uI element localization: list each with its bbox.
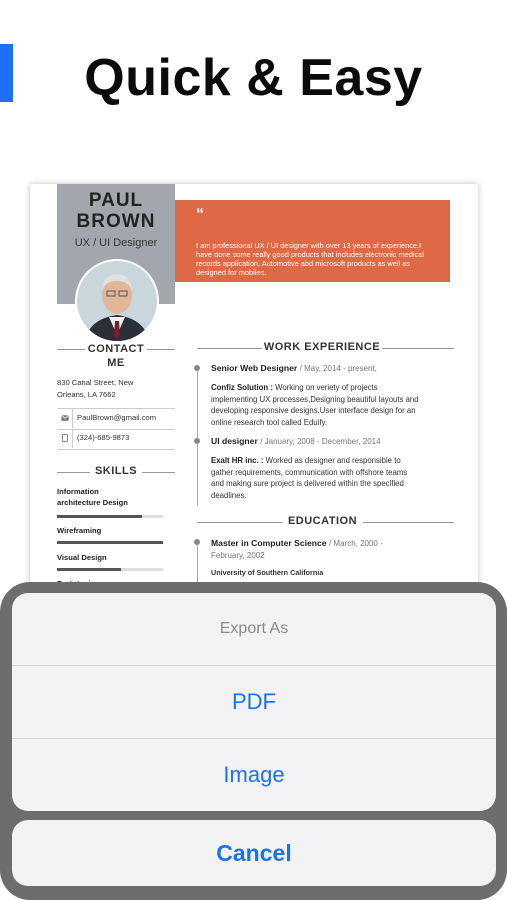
job-description	[211, 455, 454, 501]
job-company: Exalt HR inc. :	[211, 456, 264, 465]
contact-address	[57, 377, 133, 401]
education-heading: EDUCATION	[287, 515, 358, 527]
skill-bar-fill	[57, 515, 142, 518]
divider	[72, 409, 73, 428]
skill-label-line: architecture Design	[57, 498, 128, 507]
export-pdf-button[interactable]: PDF	[232, 689, 276, 714]
skill-label-line: Information	[57, 487, 99, 496]
job-desc-line: implementing UX processes,Designing beautiful layouts and	[211, 394, 419, 404]
skill-label	[57, 486, 175, 508]
job-title-text: UI designer	[211, 436, 258, 446]
skill-label: Visual Design	[57, 553, 107, 562]
job-desc-line: online research tool called Eduify.	[211, 417, 328, 427]
mail-icon	[61, 414, 69, 422]
page-headline: Quick & Easy	[84, 49, 423, 107]
summary-box	[175, 200, 450, 282]
timeline-dot	[194, 539, 200, 545]
quote-icon: “	[196, 206, 204, 223]
divider	[363, 522, 454, 523]
divider	[197, 522, 282, 523]
divider	[197, 348, 262, 349]
contact-heading-line-1: CONTACT	[87, 343, 145, 355]
job-title	[211, 436, 381, 446]
job-desc-line: Worked as designer and responsible to	[265, 456, 401, 465]
contact-email: PaulBrown@gmail.com	[77, 413, 157, 422]
resume-first-name: PAUL	[88, 190, 144, 211]
divider	[382, 348, 454, 349]
skills-heading: SKILLS	[94, 465, 138, 477]
contact-phone: (324)-685-9873	[77, 433, 130, 442]
action-sheet-title: Export As	[219, 620, 289, 637]
phone-icon	[61, 434, 69, 442]
summary-text: I am professional UX / UI designer with over 13 years of experience.I have done some really good products that includes electronic medical records application, Automotive abd microsoft products as well as designed for mobiles.	[196, 241, 425, 277]
education-date-line-2: February, 2002	[211, 551, 265, 560]
contact-phone-row	[57, 429, 175, 450]
education-school: University of Southern California	[211, 568, 324, 577]
timeline-dot	[194, 365, 200, 371]
job-desc-line: and making sure project is delivered within the specified	[211, 479, 404, 489]
education-title	[211, 537, 454, 562]
job-desc-line: developing responsive designs.User interface design for an	[211, 406, 416, 416]
timeline-line	[197, 366, 198, 506]
education-title-text: Master in Computer Science	[211, 538, 327, 548]
contact-heading	[57, 342, 175, 370]
timeline-dot	[194, 438, 200, 444]
job-company: Confiz Solution :	[211, 383, 273, 392]
job-date: / January, 2008 - December, 2014	[260, 437, 381, 446]
resume-preview	[30, 184, 478, 644]
export-image-button[interactable]: Image	[223, 762, 285, 787]
job-title	[211, 363, 377, 373]
skill-bar-fill	[57, 568, 121, 571]
profile-photo	[75, 259, 159, 343]
job-desc-line: gather requirements, communication with offshore teams	[211, 467, 408, 477]
divider	[72, 429, 73, 448]
education-date: / March, 2000 -	[328, 539, 383, 548]
address-line-2: Orleans, LA 7662	[57, 390, 116, 399]
skill-bar-fill	[57, 541, 163, 544]
job-description	[211, 382, 454, 428]
skill-bar	[57, 515, 163, 518]
resume-last-name: BROWN	[76, 211, 156, 232]
contact-heading-line-2: ME	[107, 357, 125, 369]
cancel-button[interactable]: Cancel	[12, 820, 496, 886]
export-action-sheet	[12, 593, 496, 811]
contact-email-row	[57, 408, 175, 430]
skill-label: Wireframing	[57, 526, 102, 535]
address-line-1: 830 Canal Street, New	[57, 378, 134, 387]
job-desc-line: Working on veriety of projects	[275, 383, 378, 392]
skill-bar	[57, 568, 163, 571]
skill-bar	[57, 541, 163, 544]
resume-role: UX / UI Designer	[74, 237, 158, 249]
job-date: / May, 2014 - present,	[299, 364, 377, 373]
job-desc-line: deadlines.	[211, 490, 247, 500]
job-title-text: Senior Web Designer	[211, 363, 298, 373]
work-heading: WORK EXPERIENCE	[263, 341, 381, 353]
